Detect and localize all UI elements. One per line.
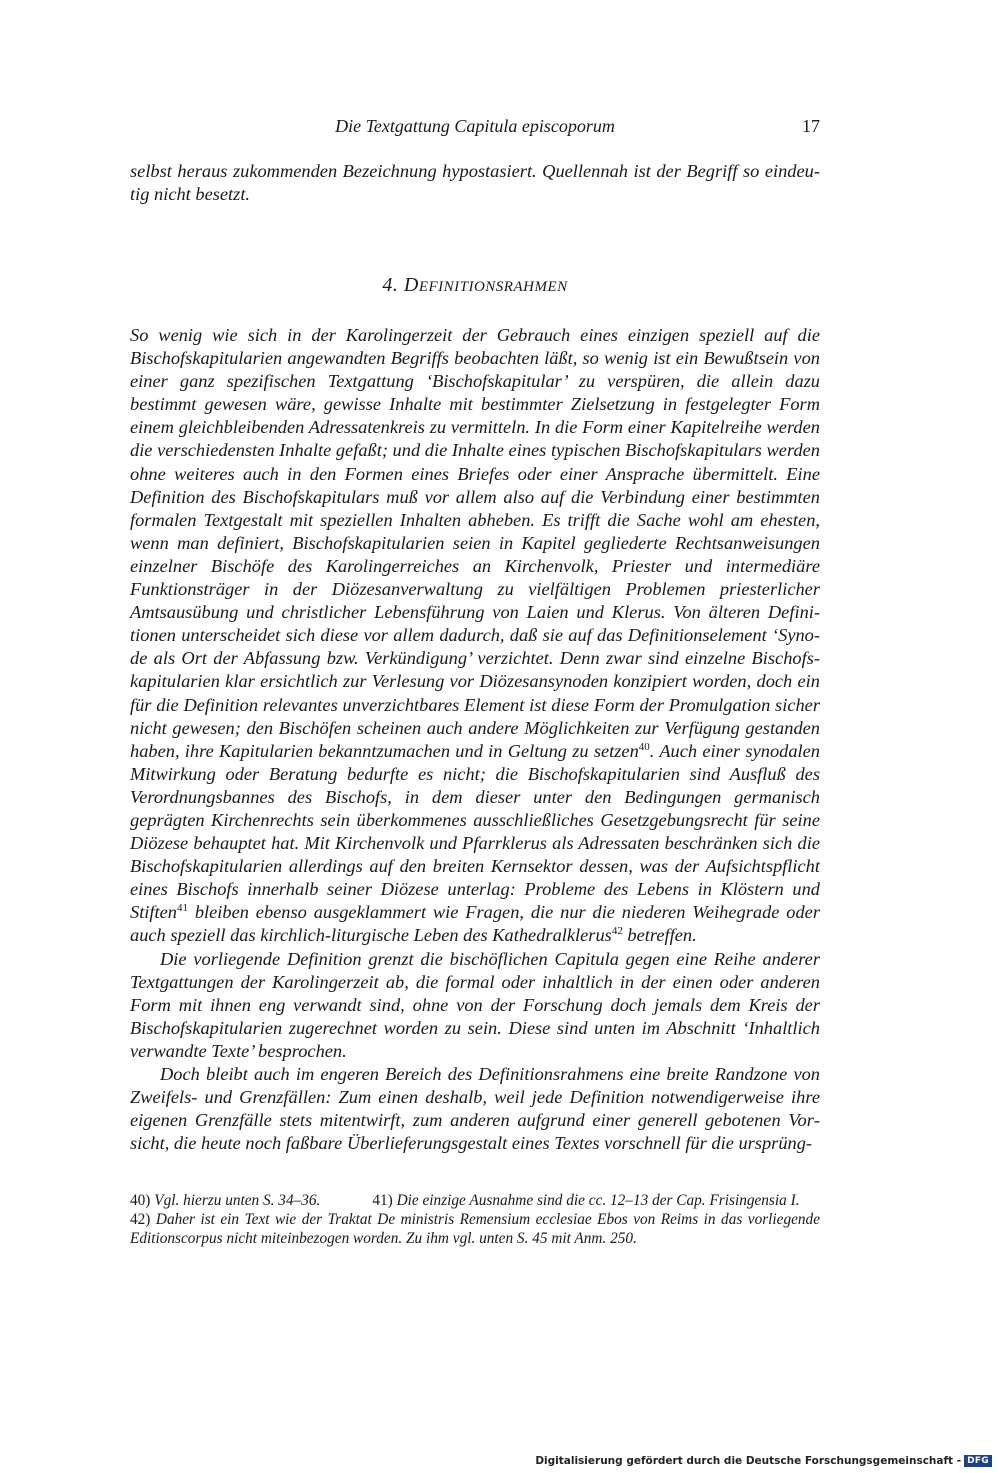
footnote-41-number: 41) (372, 1192, 393, 1209)
paragraph-2: Die vorliegende Definition grenzt die bischöflichen Capitula gegen eine Reihe anderer Textgattungen der Karolingerzeit ab, die formal oder inhaltlich in der einen oder anderen Form mit ihnen eng verwandt sind, ohne von der Forschung doch jemals dem Kreis der Bischofskapitularien zugerechnet worden zu sein. Diese sind unten im Abschnitt ‘Inhaltlich verwandte Texte’ besprochen. (130, 948, 820, 1061)
footnote-42-number: 42) (130, 1211, 151, 1228)
footnotes (130, 1191, 820, 1248)
digitization-credit (535, 1455, 992, 1467)
paragraph-1-part-2: . Auch einer synodalen Mitwirkung oder Beratung bedurfte es nicht; die Bischofskapitularien sind Ausfluß des Verordnungsbannes des Bischofs, in dem dieser unter den Bedingungen germanisch geprägten Kirchenrechts sein überkommenes ausschließliches Gesetzgebungsrecht für seine Diözese behauptet hat. Mit Kirchenvolk und Pfarrklerus als Adressaten beschränken sich die Bischofskapitularien allerdings auf den breiten Kernsektor dessen, was der Aufsichtspflicht eines Bischofs innerhalb seiner Diözese unterlag: Probleme des Lebens in Klöstern und Stiften (130, 740, 820, 923)
footnote-41-text: Die einzige Ausnahme sind die cc. 12–13 der Cap. Frisingensia I. (396, 1192, 800, 1209)
page-number: 17 (802, 116, 820, 136)
paragraph-1-part-1: So wenig wie sich in der Karolingerzeit der Gebrauch eines einzigen speziell auf die Bischofskapitularien angewandten Begriffs beobachten läßt, so wenig ist ein Bewußtsein von einer ganz spezifischen Textgattung ‘Bischofskapitular’ zu verspüren, die allein dazu bestimmt gewesen wäre, gewisse Inhalte mit bestimmter Zielsetzung in festgelegter Form einem gleichbleibenden Adressatenkreis zu vermitteln. In die Form einer Kapitelreihe werden die verschiedensten Inhalte gefaßt; und die Inhalte eines typischen Bischofskapitulars werden ohne weiteres auch in den Formen eines Briefes oder einer Ansprache übermittelt. Eine Definition des Bischofskapitulars muß vor allem also auf die Verbindung einer bestimmten formalen Textgestalt mit speziellen Inhalten abheben. Es trifft die Sache wohl am ehesten, wenn man definiert, Bischofskapitularien seien in Kapitel gegliederte Rechtsanweisungen einzelner Bischöfe des Karolingerreiches an Kirchenvolk, Priester und intermediäre Funktionsträger in der Diözesanverwaltung zu vielfältigen Problemen priesterlicher Amtsausübung und christlicher Lebensführung von Laien und Klerus. Von älteren Definitionen unterscheidet sich diese vor allem dadurch, daß sie auf das Definitionselement ‘Synode als Ort der Abfassung bzw. Verkündigung’ verzichtet. Denn zwar sind einzelne Bischofskapitularien klar ersichtlich zur Verlesung vor Diözesansynoden konzipiert worden, doch ein für die Definition relevantes unverzichtbares Element ist diese Form der Promulgation sicher nicht gewesen; den Bischöfen scheinen auch andere Möglichkeiten zur Verfügung gestanden haben, ihre Kapitularien bekanntzumachen und in Geltung zu setzen (130, 325, 820, 761)
footnote-ref-40[interactable]: 40 (638, 740, 650, 753)
section-title-initial: D (403, 274, 419, 296)
paragraph-1 (130, 324, 820, 948)
footnote-ref-42[interactable]: 42 (611, 925, 623, 938)
paragraph-1-part-3: bleiben ebenso ausgeklammert wie Fragen, die nur die niederen Weihegrade oder auch speziell das kirchlich-liturgische Leben des Kathedralklerus (130, 902, 820, 946)
credit-text: Digitalisierung gefördert durch die Deutsche Forschungsgemeinschaft - (535, 1455, 962, 1467)
paragraph-1-part-4: betreffen. (622, 925, 697, 946)
paragraph-3: Doch bleibt auch im engeren Bereich des Definitionsrahmens eine breite Randzone von Zweifels- und Grenzfällen: Zum einen deshalb, weil jede Definition notwendigerweise ihre eigenen Grenzfälle stets mitentwirft, zum anderen aufgrund einer generell gebotenen Vorsicht, die heute noch faßbare Überlieferungsgestalt eines Textes vorschnell für die ursprüng- (130, 1064, 820, 1154)
footnote-row-2 (130, 1210, 820, 1248)
running-title: Die Textgattung Capitula episcoporum (335, 116, 615, 136)
section-heading (130, 274, 820, 297)
footnote-row-1 (130, 1191, 820, 1210)
dfg-logo: DFG (964, 1455, 992, 1467)
footnote-ref-41[interactable]: 41 (177, 902, 188, 915)
section-title-rest: EFINITIONSRAHMEN (418, 279, 568, 295)
intro-paragraph (130, 160, 820, 206)
footnote-42-text: Daher ist ein Text wie der Traktat De ministris Remensium ecclesiae Ebos von Reims in das vorliegende Editionscorpus nicht miteinbezogen worden. Zu ihm vgl. unten S. 45 mit Anm. 250. (130, 1211, 820, 1247)
intro-text: selbst heraus zukommenden Bezeichnung hypostasiert. Quellennah ist der Begriff so eindeutig nicht besetzt. (130, 161, 820, 205)
footnote-40-text: Vgl. hierzu unten S. 34–36. (154, 1192, 321, 1209)
footnote-40-number: 40) (130, 1192, 151, 1209)
main-text (130, 324, 820, 1155)
section-number: 4. (382, 274, 404, 296)
